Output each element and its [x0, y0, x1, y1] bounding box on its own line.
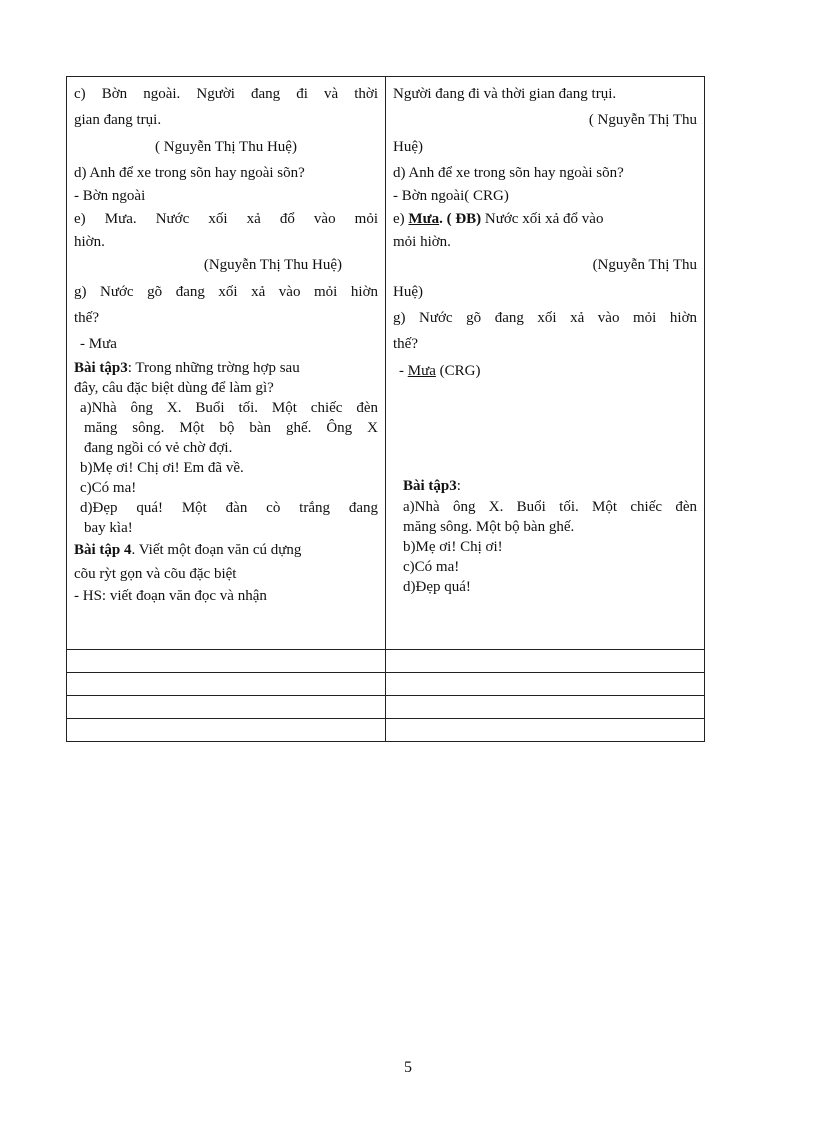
empty-cell-right [386, 673, 705, 696]
right-line-e-cont: mỏi hiờn. [393, 234, 451, 251]
left-ex3-title: Bài tập3 [74, 359, 128, 376]
right-line-g: g) Nước gõ đang xối xả vào mỏi hiờn [393, 310, 697, 327]
right-ex3-item-a2: măng sông. Một bộ bàn ghế. [403, 518, 575, 535]
right-m-suffix: (CRG) [435, 362, 481, 379]
right-author-2a: (Nguyễn Thị Thu [592, 257, 697, 274]
empty-cell-right [386, 650, 705, 673]
right-e-mua: Mưa [408, 211, 440, 228]
empty-cell-right [386, 696, 705, 719]
left-line-c-cont: gian đang trụi. [74, 112, 162, 129]
empty-row-1 [67, 650, 705, 673]
right-answer-d: - Bờn ngoài( CRG) [393, 188, 509, 205]
left-line-e: e) Mưa. Nước xối xả đổ vào mỏi [74, 211, 378, 228]
left-ex3-item-d1: d)Đẹp quá! Một đàn cò trắng đang [80, 499, 378, 516]
left-ex3-item-a3: đang ngồi có vẻ chờ đợi. [84, 439, 233, 456]
right-e-rest: Nước xối xả đổ vào [481, 211, 604, 228]
left-ex3-item-d2: bay kìa! [84, 519, 133, 536]
right-author-2b: Huệ) [393, 283, 423, 300]
right-ex3-item-a1: a)Nhà ông X. Buổi tối. Một chiếc đèn [403, 498, 697, 515]
left-ex4-prompt: . Viết một đoạn văn cú dựng [131, 541, 302, 558]
right-line-d: d) Anh để xe trong sõn hay ngoài sõn? [393, 164, 624, 181]
left-line-c: c) Bờn ngoài. Người đang đi và thời [74, 86, 378, 102]
right-m-prefix: - [399, 362, 408, 379]
left-line-e-cont: hiờn. [74, 234, 105, 251]
empty-cell-left [67, 696, 386, 719]
right-m-mua: Mưa [407, 362, 436, 379]
empty-row-4 [67, 719, 705, 742]
left-author-1: ( Nguyễn Thị Thu Huệ) [155, 138, 297, 155]
right-line-g-cont: thế? [393, 336, 418, 353]
left-author-2: (Nguyễn Thị Thu Huệ) [203, 257, 342, 274]
left-answer-d: - Bờn ngoài [74, 188, 146, 205]
left-ex4-heading [74, 538, 378, 562]
left-line-g: g) Nước gõ đang xối xả vào mỏi hiờn [74, 283, 378, 300]
left-ex3-item-a2: măng sông. Một bộ bàn ghế. Ông X [84, 419, 378, 436]
left-ex4-note: - HS: viết đoạn văn đọc và nhận [74, 587, 267, 604]
left-column-cell [67, 77, 386, 650]
right-answer-g [393, 358, 697, 384]
left-ex4-prompt-cont: cõu rỳt gọn và cõu đặc biệt [74, 565, 237, 582]
left-ex3-item-c: c)Có ma! [80, 479, 137, 496]
right-ex3-colon: : [456, 477, 461, 494]
right-ex3-item-b: b)Mẹ ơi! Chị ơi! [403, 538, 503, 555]
right-author-1b: Huệ) [393, 138, 423, 155]
right-ex3-item-c: c)Có ma! [403, 558, 460, 575]
left-ex3-item-a1: a)Nhà ông X. Buổi tối. Một chiếc đèn [80, 399, 378, 416]
empty-cell-left [67, 650, 386, 673]
left-line-g-cont: thế? [74, 310, 99, 327]
right-ex3-item-d: d)Đẹp quá! [403, 578, 471, 595]
empty-row-3 [67, 696, 705, 719]
left-line-d: d) Anh để xe trong sõn hay ngoài sõn? [74, 164, 305, 181]
empty-cell-right [386, 719, 705, 742]
left-ex3-prompt: : Trong những trờng hợp sau [127, 359, 300, 376]
right-author-1a: ( Nguyễn Thị Thu [588, 112, 697, 129]
left-ex3-item-b: b)Mẹ ơi! Chị ơi! Em đã về. [80, 459, 244, 476]
left-column-content [67, 77, 385, 608]
right-e-db: . ( ĐB) [439, 211, 482, 228]
empty-cell-left [67, 673, 386, 696]
right-ex3-title: Bài tập3 [403, 477, 457, 494]
right-column-content [386, 77, 704, 599]
left-ex3-prompt-cont: đây, câu đặc biệt dùng để làm gì? [74, 379, 274, 396]
empty-cell-left [67, 719, 386, 742]
empty-row-2 [67, 673, 705, 696]
right-line-c: Người đang đi và thời gian đang trụi. [393, 86, 617, 102]
left-answer-g: - Mưa [80, 336, 117, 353]
right-ex3-heading [393, 475, 697, 497]
right-column-cell [386, 77, 705, 650]
left-ex4-title: Bài tập 4 [74, 541, 132, 558]
right-e-label: e) [393, 211, 409, 228]
right-spacer [393, 384, 697, 475]
page-number: 5 [404, 1059, 412, 1076]
right-line-e [393, 206, 697, 232]
left-ex3-heading [74, 358, 378, 378]
lesson-table [66, 76, 705, 742]
